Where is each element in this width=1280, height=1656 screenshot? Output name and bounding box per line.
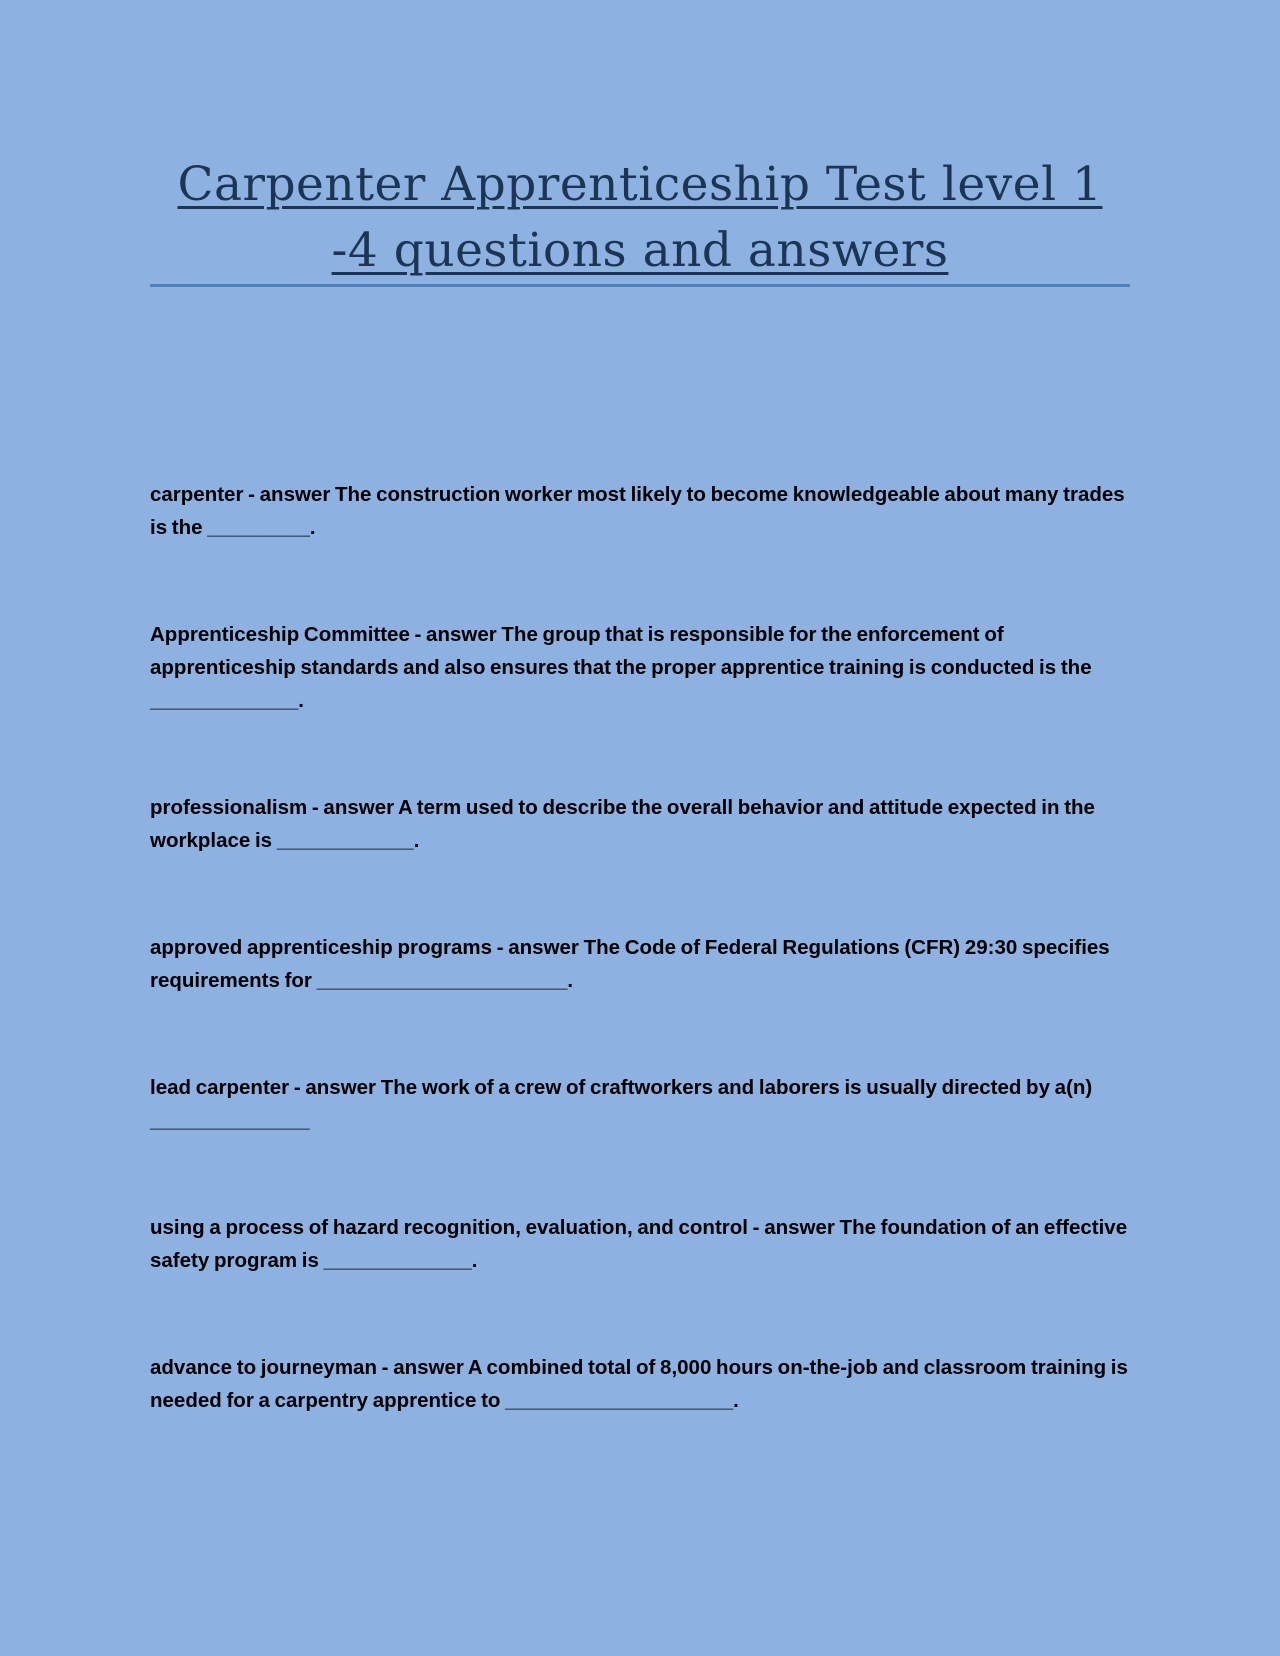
qa-list <box>150 478 1140 1491</box>
qa-item-journeyman: advance to journeyman - answer A combined total of 8,000 hours on-the-job and classroom training is needed for a carpentry apprentice to ____________________. <box>150 1356 1128 1412</box>
qa-item-lead-carpenter: lead carpenter - answer The work of a crew of craftworkers and laborers is usually directed by a(n) ______________ <box>150 1076 1093 1132</box>
title-block <box>150 152 1130 284</box>
title-divider <box>150 284 1130 287</box>
qa-item-professionalism: professionalism - answer A term used to describe the overall behavior and attitude expected in the workplace is ____________. <box>150 796 1095 852</box>
qa-item-carpenter: carpenter - answer The construction worker most likely to become knowledgeable about many trades is the _________. <box>150 483 1125 539</box>
qa-item-approved-programs: approved apprenticeship programs - answer The Code of Federal Regulations (CFR) 29:30 specifies requirements for ______________________. <box>150 936 1110 992</box>
qa-item-hazard-process: using a process of hazard recognition, evaluation, and control - answer The foundation of an effective safety program is _____________. <box>150 1216 1128 1272</box>
qa-item-apprenticeship-committee: Apprenticeship Committee - answer The group that is responsible for the enforcement of apprenticeship standards and also ensures that the proper apprentice training is conducted is the _____________. <box>150 623 1092 712</box>
page-title: Carpenter Apprenticeship Test level 1 -4 questions and answers <box>177 157 1103 278</box>
